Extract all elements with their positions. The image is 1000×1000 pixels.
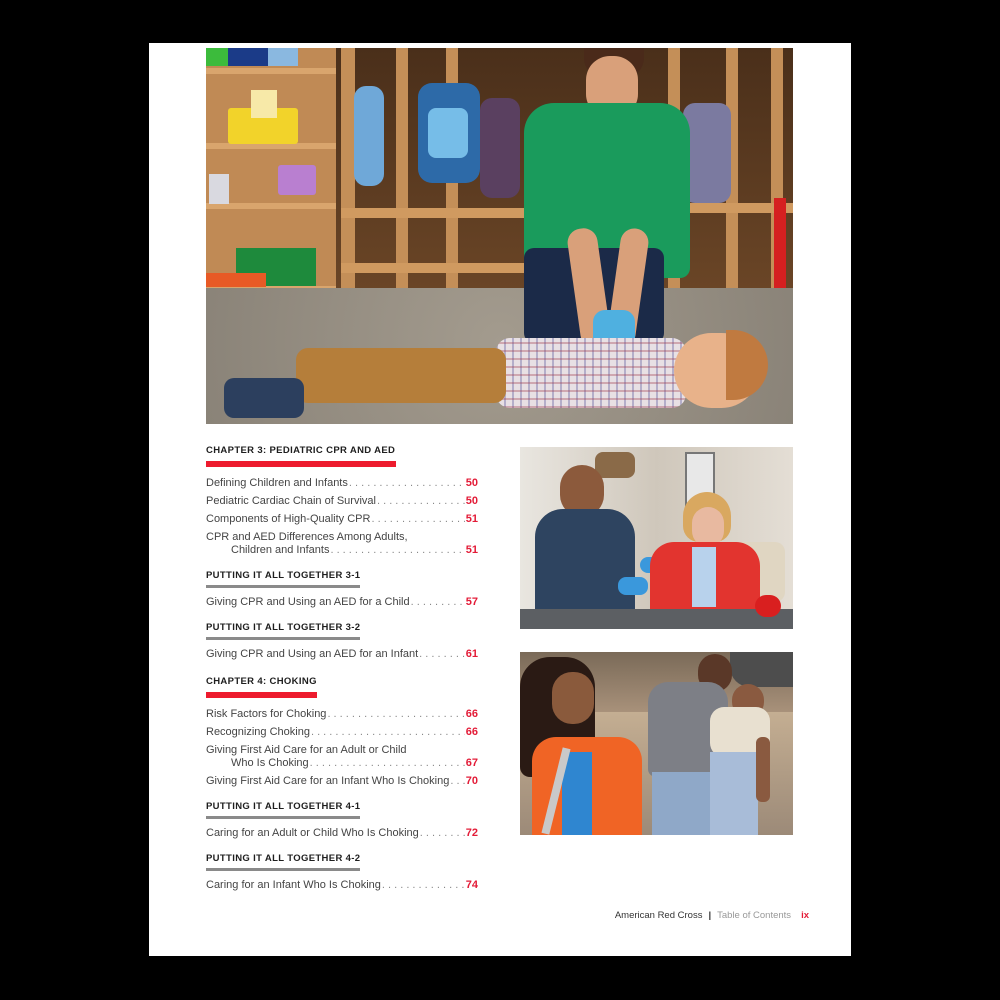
- section-gray-rule: [206, 637, 360, 640]
- footer-separator: |: [708, 910, 712, 921]
- toc-putting-together-3-1: [206, 569, 480, 609]
- leader-dots: [311, 726, 465, 739]
- toc-entry-page: 50: [465, 495, 478, 507]
- leader-dots: [377, 495, 465, 508]
- toc-entry-page: 72: [465, 827, 478, 839]
- toc-entry-title: Pediatric Cardiac Chain of Survival: [206, 495, 376, 507]
- toc-entry-page: 66: [465, 726, 478, 738]
- toc-entry[interactable]: [206, 708, 478, 721]
- toc-entry[interactable]: [206, 531, 478, 557]
- toc-entry[interactable]: [206, 775, 478, 788]
- document-page: [149, 43, 851, 956]
- toc-entry-page: 67: [465, 757, 478, 769]
- toc-entry-title: Recognizing Choking: [206, 726, 310, 738]
- toc-entry[interactable]: [206, 495, 478, 508]
- toc-putting-together-4-2: [206, 852, 480, 892]
- chapter-heading: CHAPTER 4: CHOKING: [206, 676, 317, 687]
- leader-dots: [419, 648, 465, 661]
- section-gray-rule: [206, 585, 360, 588]
- section-gray-rule: [206, 868, 360, 871]
- toc-entry-title: Defining Children and Infants: [206, 477, 348, 489]
- toc-entry[interactable]: [206, 648, 478, 661]
- hero-photo-cpr-child: [206, 48, 793, 424]
- section-heading: PUTTING IT ALL TOGETHER 4-1: [206, 801, 361, 812]
- table-of-contents: [206, 444, 480, 902]
- toc-entry-title: Caring for an Infant Who Is Choking: [206, 879, 381, 891]
- leader-dots: [310, 757, 465, 770]
- toc-entry-title-line2: Who Is Choking: [231, 757, 309, 769]
- toc-putting-together-4-1: [206, 800, 480, 840]
- leader-dots: [450, 775, 464, 788]
- photo-choking-assistance: [520, 652, 793, 835]
- toc-chapter-3: [206, 444, 480, 557]
- toc-entry[interactable]: [206, 513, 478, 526]
- toc-entry-page: 74: [465, 879, 478, 891]
- toc-entry-page: 61: [465, 648, 478, 660]
- footer-section-name: Table of Contents: [717, 910, 792, 921]
- photo-adult-chest-pain: [520, 447, 793, 629]
- section-heading: PUTTING IT ALL TOGETHER 4-2: [206, 853, 361, 864]
- toc-entry[interactable]: [206, 827, 478, 840]
- toc-entry-page: 70: [465, 775, 478, 787]
- toc-entry[interactable]: [206, 477, 478, 490]
- toc-entry[interactable]: [206, 744, 478, 770]
- leader-dots: [411, 596, 465, 609]
- toc-entry[interactable]: [206, 726, 478, 739]
- toc-entry-title: Giving First Aid Care for an Infant Who Is Choking: [206, 775, 450, 787]
- footer-page-number: ix: [801, 910, 809, 921]
- section-heading: PUTTING IT ALL TOGETHER 3-1: [206, 570, 361, 581]
- section-heading: PUTTING IT ALL TOGETHER 3-2: [206, 622, 361, 633]
- toc-entry-page: 66: [465, 708, 478, 720]
- toc-entry-title-line1: Giving First Aid Care for an Adult or Child: [206, 744, 407, 756]
- toc-entry-title: Risk Factors for Choking: [206, 708, 327, 720]
- toc-entry-title: Giving CPR and Using an AED for an Infant: [206, 648, 419, 660]
- toc-entry-title-line1: CPR and AED Differences Among Adults,: [206, 531, 408, 543]
- leader-dots: [371, 513, 464, 526]
- leader-dots: [420, 827, 465, 840]
- toc-entry-title: Giving CPR and Using an AED for a Child: [206, 596, 410, 608]
- toc-entry-page: 57: [465, 596, 478, 608]
- leader-dots: [327, 708, 464, 721]
- footer-brand: American Red Cross: [614, 910, 703, 921]
- leader-dots: [330, 544, 464, 557]
- chapter-red-rule: [206, 692, 317, 698]
- chapter-heading: CHAPTER 3: PEDIATRIC CPR AND AED: [206, 445, 396, 456]
- toc-entry-page: 50: [465, 477, 478, 489]
- toc-entry-title: Components of High-Quality CPR: [206, 513, 371, 525]
- toc-putting-together-3-2: [206, 621, 480, 661]
- toc-entry[interactable]: [206, 879, 478, 892]
- toc-chapter-4: [206, 675, 480, 788]
- leader-dots: [382, 879, 465, 892]
- leader-dots: [349, 477, 465, 490]
- chapter-red-rule: [206, 461, 396, 467]
- toc-entry-page: 51: [465, 544, 478, 556]
- page-footer: [615, 910, 809, 921]
- toc-entry-title: Caring for an Adult or Child Who Is Choking: [206, 827, 419, 839]
- section-gray-rule: [206, 816, 360, 819]
- toc-entry-page: 51: [465, 513, 478, 525]
- toc-entry-title-line2: Children and Infants: [231, 544, 330, 556]
- toc-entry[interactable]: [206, 596, 478, 609]
